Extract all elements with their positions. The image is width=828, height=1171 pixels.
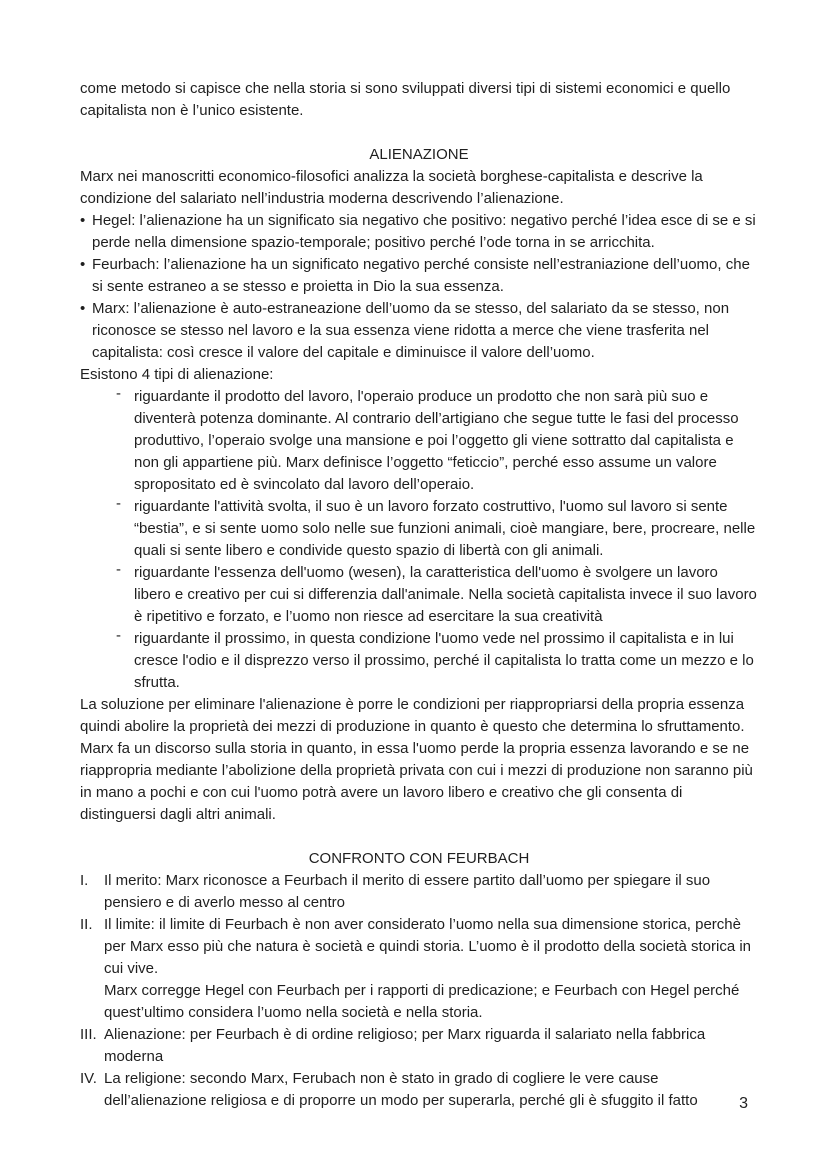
section-title-confronto: CONFRONTO CON FEURBACH xyxy=(308,850,530,867)
list-item-text: Alienazione: per Feurbach è di ordine religioso; per Marx riguarda il salariato nella fabbrica moderna xyxy=(104,1026,706,1065)
bullet-item-hegel: • Hegel: l’alienazione ha un significato sia negativo che positivo: negativo perché l’idea esce di se e si perde nella dimensione spazio-temporale; positivo perché l’ode torna in se arricchita. xyxy=(80,210,758,254)
alienation-types-list xyxy=(80,386,758,694)
alienazione-bullet-list xyxy=(80,210,758,364)
list-number: II. xyxy=(80,916,93,933)
list-item-text: La religione: secondo Marx, Ferubach non è stato in grado di cogliere le vere cause dell’alienazione religiosa e di proporre un modo per superarla, perché gli è sfuggito il fatto xyxy=(104,1070,698,1109)
page-number: 3 xyxy=(739,1095,748,1112)
alienation-type-prodotto: - riguardante il prodotto del lavoro, l'operaio produce un prodotto che non sarà più suo e diventerà potenza dominante. Al contrario dell’artigiano che segue tutte le fasi del processo produttivo, l’operaio svolge una mansione e poi l’oggetto gli viene sottratto dal capitalista e non gli appartiene più. Marx definisce l’oggetto “feticcio”, perché esso assume un valore spropositato ed è svincolato dal lavoro dell’operaio. xyxy=(116,386,758,496)
bullet-item-feurbach: • Feurbach: l’alienazione ha un significato negativo perché consiste nell’estraniazione dell’uomo, che si sente estraneo a se stesso e proietta in Dio la sua essenza. xyxy=(80,254,758,298)
spacer xyxy=(80,122,758,144)
bullet-item-marx: • Marx: l’alienazione è auto-estraneazione dell’uomo da se stesso, del salariato da se stesso, non riconosce se stesso nel lavoro e la sua essenza viene ridotta a merce che viene trasferita nel capitalista: così cresce il valore del capitale e diminuisce il valore dell’uomo. xyxy=(80,298,758,364)
intro-paragraph: come metodo si capisce che nella storia si sono sviluppati diversi tipi di sistemi economici e quello capitalista non è l’unico esistente. xyxy=(80,80,731,119)
spacer xyxy=(80,826,758,848)
alienation-type-attivita: - riguardante l'attività svolta, il suo è un lavoro forzato costruttivo, l'uomo sul lavoro si sente “bestia”, e si sente uomo solo nelle sue funzioni animali, cioè mangiare, bere, procreare, nelle quali si sente libero e condivide questo spazio di libertà con gli animali. xyxy=(116,496,758,562)
solution-paragraph: La soluzione per eliminare l'alienazione è porre le condizioni per riappropriarsi della propria essenza quindi abolire la proprietà dei mezzi di produzione in quanto è questo che determina lo sfruttamento. xyxy=(80,696,745,735)
list-item-text: Il merito: Marx riconosce a Feurbach il merito di essere partito dall’uomo per spiegare il suo pensiero e di averlo messo al centro xyxy=(104,872,711,911)
alienation-type-prossimo: - riguardante il prossimo, in questa condizione l'uomo vede nel prossimo il capitalista e in lui cresce l'odio e il disprezzo verso il prossimo, perché il capitalista lo tratta come un mezzo e lo sfrutta. xyxy=(116,628,758,694)
section-title-alienazione: ALIENAZIONE xyxy=(369,146,469,163)
history-paragraph: Marx fa un discorso sulla storia in quanto, in essa l'uomo perde la propria essenza lavorando e se ne riappropria mediante l’abolizione della proprietà privata con cui i mezzi di produzione non saranno più in mano a pochi e con cui l'uomo potrà avere un lavoro libero e creativo che gli consenta di distinguersi dagli altri animali. xyxy=(80,740,753,823)
list-number: III. xyxy=(80,1026,97,1043)
confronto-item-merito xyxy=(80,870,758,914)
confronto-list xyxy=(80,870,758,1112)
confronto-item-religione xyxy=(80,1068,758,1112)
types-intro: Esistono 4 tipi di alienazione: xyxy=(80,366,274,383)
confronto-item-limite xyxy=(80,914,758,1024)
alienation-type-essenza: - riguardante l'essenza dell'uomo (wesen), la caratteristica dell'uomo è svolgere un lavoro libero e creativo per cui si differenzia dall'animale. Nella società capitalista invece il suo lavoro è ripetitivo e forzato, e l’uomo non riesce ad esercitare la sua creatività xyxy=(116,562,758,628)
alienazione-intro: Marx nei manoscritti economico-filosofici analizza la società borghese-capitalista e descrive la condizione del salariato nell’industria moderna descrivendo l’alienazione. xyxy=(80,168,703,207)
list-number: IV. xyxy=(80,1070,97,1087)
list-number: I. xyxy=(80,872,89,889)
list-item-text: Il limite: il limite di Feurbach è non aver considerato l’uomo nella sua dimensione storica, perchè per Marx esso più che natura è società e quindi storia. L’uomo è il prodotto della società storica in cui vive. xyxy=(104,916,752,977)
confronto-item-alienazione xyxy=(80,1024,758,1068)
list-item-extra-text: Marx corregge Hegel con Feurbach per i rapporti di predicazione; e Feurbach con Hegel perché quest’ultimo considera l’uomo nella società e nella storia. xyxy=(104,982,740,1021)
